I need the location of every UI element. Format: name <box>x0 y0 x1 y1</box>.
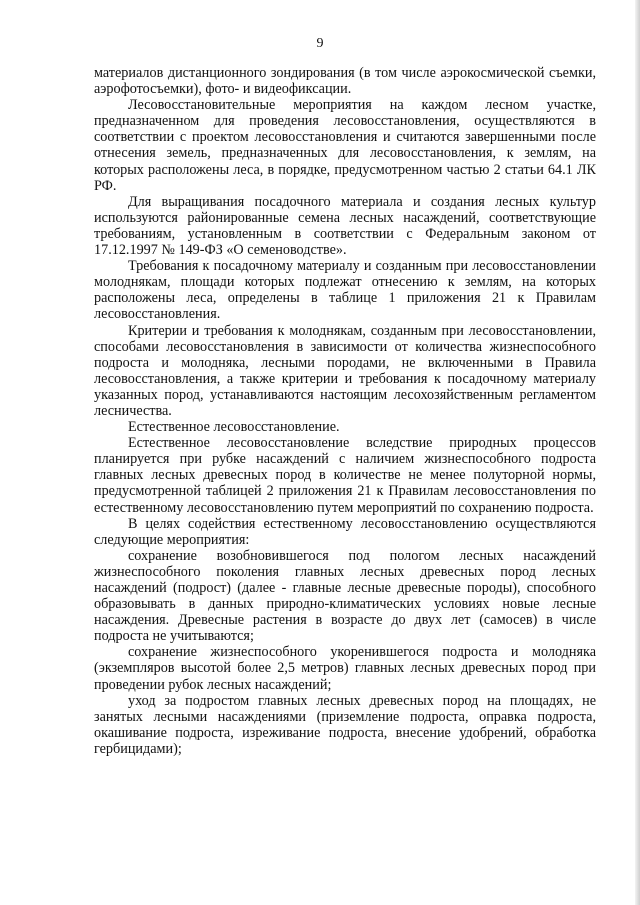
list-item-preserve-young-growth: сохранение жизнеспособного укоренившегося подроста и молодняка (экземпляров высотой более 2,5 метров) главных лесных древесных пород при проведении рубок лесных насаждений; <box>94 644 596 693</box>
page-number: 9 <box>316 36 324 51</box>
document-body <box>94 65 596 757</box>
paragraph-continuation: материалов дистанционного зондирования (в том числе аэрокосмической съемки, аэрофотосъемки), фото- и видеофиксации. <box>94 65 596 98</box>
list-item-undergrowth-care: уход за подростом главных лесных древесных пород на площадях, не занятых лесными насаждениями (приземление подроста, оправка подроста, окашивание подроста, изреживание подроста, внесение удобрений, обработка гербицидами); <box>94 692 596 757</box>
paragraph-planting-material-requirements: Требования к посадочному материалу и созданным при лесовосстановлении молоднякам, площади которых подлежат отнесению к землям, на которых расположены леса, определены в таблице 1 приложения 21 к Правилам лесовосстановления. <box>94 258 596 323</box>
paragraph-assistance-measures-intro: В целях содействия естественному лесовосстановлению осуществляются следующие мероприятия: <box>94 515 596 548</box>
paragraph-reforestation-measures: Лесовосстановительные мероприятия на каждом лесном участке, предназначенном для проведения лесовосстановления, осуществляются в соответствии с проектом лесовосстановления и считаются завершенными после отнесения земель, предназначенных для лесовосстановления, к землям, на которых расположены леса, в порядке, предусмотренном частью 2 статьи 64.1 ЛК РФ. <box>94 97 596 194</box>
paragraph-natural-reforestation-heading: Естественное лесовосстановление. <box>128 419 340 436</box>
paragraph-seed-requirements: Для выращивания посадочного материала и создания лесных культур используются районированные семена лесных насаждений, соответствующие требованиям, установленным в соответствии с Федеральным законом от 17.12.1997 № 149-ФЗ «О семеноводстве». <box>94 193 596 259</box>
list-item-preserve-undergrowth: сохранение возобновившегося под пологом лесных насаждений жизнеспособного поколения главных лесных древесных пород лесных насаждений (подрост) (далее - главные лесные древесные породы), способного образовывать в данных природно-климатических условиях новые лесные насаждения. Древесные растения в возрасте до двух лет (самосев) в числе подроста не учитываются; <box>94 547 596 645</box>
scan-edge-shadow <box>635 0 640 905</box>
paragraph-natural-reforestation: Естественное лесовосстановление вследствие природных процессов планируется при рубке насаждений с наличием жизнеспособного подроста главных лесных древесных пород в количестве не менее полуторной нормы, предусмотренной таблицей 2 приложения 21 к Правилам лесовосстановления по естественному лесовосстановлению путем мероприятий по сохранению подроста. <box>94 435 596 516</box>
paragraph-criteria: Критерии и требования к молоднякам, созданным при лесовосстановлении, способами лесовосстановления в зависимости от количества жизнеспособного подроста и молодняка, лесными породами, не включенными в Правила лесовосстановления, а также критерии и требования к посадочному материалу указанных пород, устанавливаются настоящим лесохозяйственным регламентом лесничества. <box>94 322 596 419</box>
